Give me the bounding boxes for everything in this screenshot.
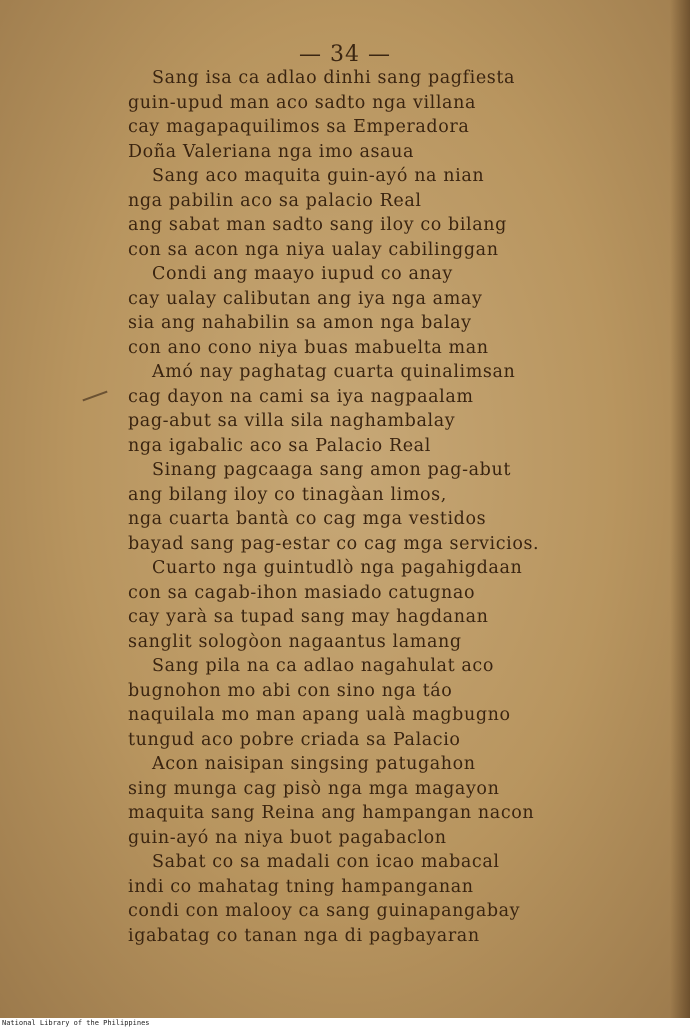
verse-line: Sinang pagcaaga sang amon pag-abut [152,460,511,480]
verse-line: Sabat co sa madali con icao mabacal [152,852,500,872]
verse-text [128,66,568,948]
verse-line: guin-ayó na niya buot pagabaclon [128,827,447,848]
verse-line: nga cuarta bantà co cag mga vestidos [128,509,487,529]
verse-line: nga igabalic aco sa Palacio Real [128,435,431,456]
verse-line: naquilala mo man apang ualà magbugno [128,705,511,725]
verse-line: Doña Valeriana nga imo asaua [128,141,415,162]
verse-line: Sang pila na ca adlao nagahulat aco [152,656,494,676]
verse-line: Sang aco maquita guin-ayó na nian [152,166,485,186]
verse-line: con sa acon nga niya ualay cabilinggan [128,239,499,260]
verse-line: cay ualay calibutan ang iya nga amay [128,288,483,309]
verse-line: guin-upud man aco sadto nga villana [128,92,476,113]
page-edge-shadow [670,0,690,1018]
verse-line: sia ang nahabilin sa amon nga balay [128,313,472,333]
verse-line: bayad sang pag-estar co cag mga servicios. [128,533,540,554]
verse-line: ang sabat man sadto sang iloy co bilang [128,215,507,235]
verse-line: Sang isa ca adlao dinhi sang pagfiesta [152,68,516,88]
verse-line: ang bilang iloy co tinagàan limos, [128,484,447,505]
verse-line: bugnohon mo abi con sino nga táo [128,680,453,701]
page-number: — 34 — [299,42,391,67]
verse-line: cay magapaquilimos sa Emperadora [128,117,470,137]
verse-line: indi co mahatag tning hampanganan [128,876,474,897]
verse-line: Condi ang maayo iupud co anay [152,264,453,284]
verse-line: sanglit sologòon nagaantus lamang [128,631,462,652]
verse-line: condi con malooy ca sang guinapangabay [128,901,521,921]
verse-line: cag dayon na cami sa iya nagpaalam [128,386,474,407]
verse-line: nga pabilin aco sa palacio Real [128,190,422,211]
verse-line: Amó nay paghatag cuarta quinalimsan [152,362,516,382]
footer-bar [0,1018,690,1028]
verse-line: maquita sang Reina ang hampangan nacon [128,803,535,823]
verse-line: sing munga cag pisò nga mga magayon [128,778,500,799]
footer-credit: National Library of the Philippines [2,1019,150,1027]
pencil-mark [82,391,107,402]
verse-line: Cuarto nga guintudlò nga pagahigdaan [152,558,523,578]
verse-line: cay yarà sa tupad sang may hagdanan [128,607,489,627]
verse-line: con sa cagab-ihon masiado catugnao [128,582,476,603]
verse-line: pag-abut sa villa sila naghambalay [128,411,456,431]
verse-line: con ano cono niya buas mabuelta man [128,337,489,358]
verse-line: igabatag co tanan nga di pagbayaran [128,925,480,946]
verse-line: Acon naisipan singsing patugahon [152,754,476,774]
verse-line: tungud aco pobre criada sa Palacio [128,729,461,750]
